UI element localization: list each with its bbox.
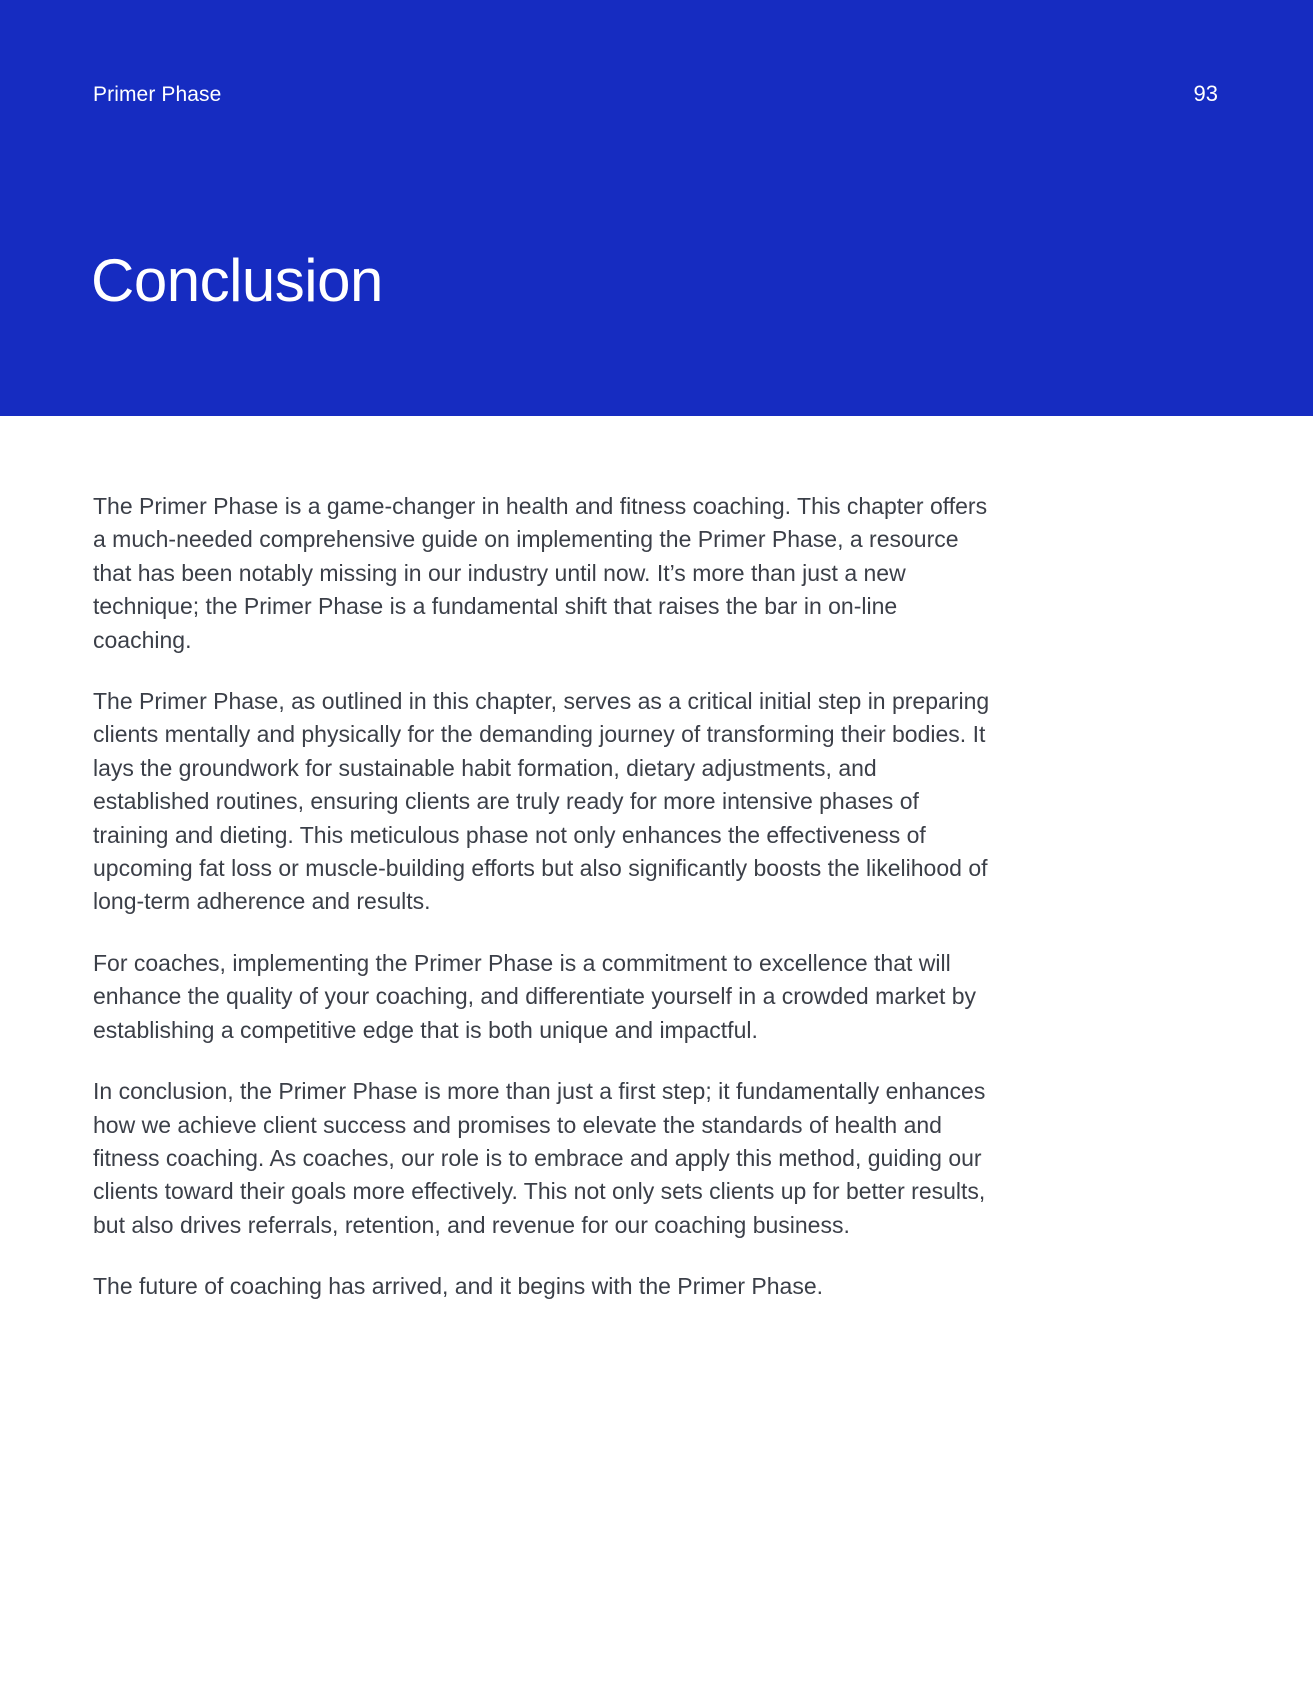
body-text [93, 490, 993, 1332]
chapter-title: Conclusion [91, 247, 383, 314]
paragraph-purpose: The Primer Phase, as outlined in this chapter, serves as a critical initial step in preparing clients mentally and physically for the demanding journey of transforming their bodies. It lays the groundwork for sustainable habit formation, dietary adjustments, and established routines, ensuring clients are truly ready for more intensive phases of training and dieting. This meticulous phase not only enhances the effectiveness of upcoming fat loss or muscle-building efforts but also significantly boosts the likelihood of long-term adherence and results. [93, 688, 990, 915]
running-head: Primer Phase [93, 83, 222, 106]
chapter-header-band [0, 0, 1313, 416]
paragraph-coaches: For coaches, implementing the Primer Phase is a commitment to excellence that will enhance the quality of your coaching, and differentiate yourself in a crowded market by establishing a competitive edge that is both unique and impactful. [93, 949, 977, 1043]
paragraph-conclusion: In conclusion, the Primer Phase is more than just a first step; it fundamentally enhances how we achieve client success and promises to elevate the standards of health and fitness coaching. As coaches, our role is to embrace and apply this method, guiding our clients toward their goals more effectively. This not only sets clients up for better results, but also drives referrals, retention, and revenue for our coaching business. [93, 1078, 986, 1238]
page-number: 93 [1193, 81, 1218, 106]
paragraph-intro: The Primer Phase is a game-changer in health and fitness coaching. This chapter offers a much-needed comprehensive guide on implementing the Primer Phase, a resource that has been notably missing in our industry until now. It’s more than just a new technique; the Primer Phase is a fundamental shift that raises the bar in on-line coaching. [93, 493, 988, 653]
paragraph-closing: The future of coaching has arrived, and it begins with the Primer Phase. [93, 1273, 824, 1300]
